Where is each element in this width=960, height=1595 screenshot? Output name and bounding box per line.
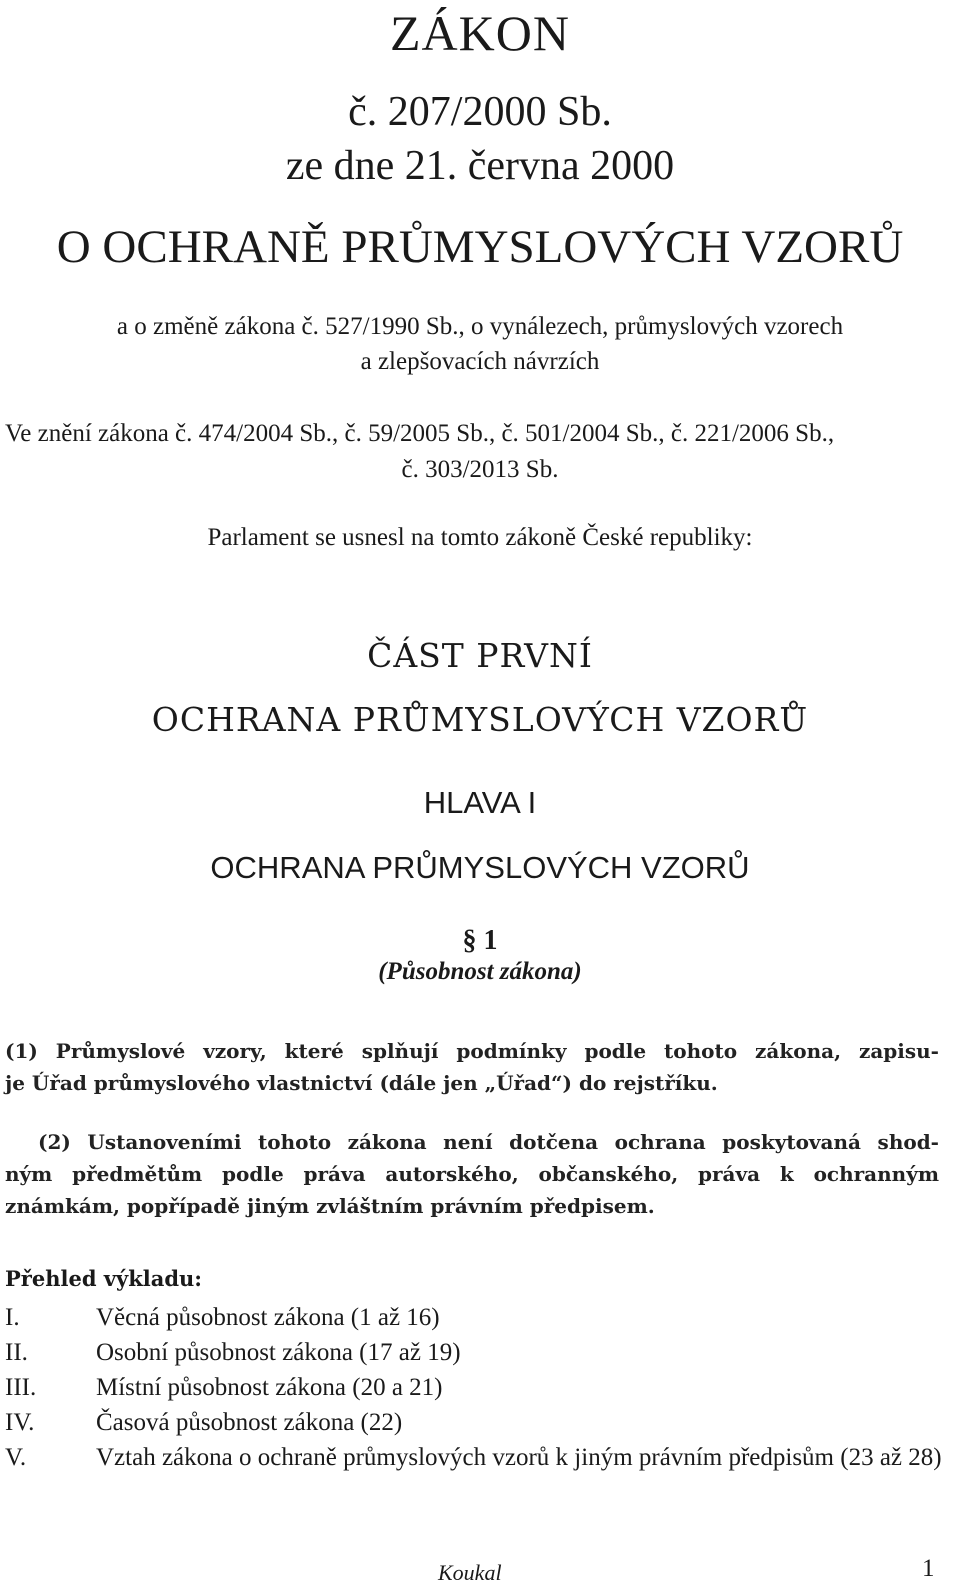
part-label: ČÁST PRVNÍ xyxy=(367,636,593,675)
overview-item xyxy=(5,1440,945,1475)
overview-item-number: II. xyxy=(5,1339,28,1366)
overview-item-text: Časová působnost zákona (22) xyxy=(96,1409,403,1436)
overview-item-text: Osobní působnost zákona (17 až 19) xyxy=(96,1339,461,1366)
law-date: ze dne 21. června 2000 xyxy=(285,143,675,189)
overview-item-number: V. xyxy=(5,1444,27,1471)
overview-item-number: IV. xyxy=(5,1409,35,1436)
paragraph-1-line2: je Úřad průmyslového vlastnictví (dále jen „Úřad“) do rejstříku. xyxy=(5,1071,718,1095)
versions-text-line1: Ve znění zákona č. 474/2004 Sb., č. 59/2005 Sb., č. 501/2004 Sb., č. 221/2006 Sb., xyxy=(5,420,835,447)
section-number: § 1 xyxy=(462,925,498,956)
paragraph-2-line3: známkám, popřípadě jiným zvláštním právním předpisem. xyxy=(5,1194,655,1218)
paragraph-2-line1: (2) Ustanoveními tohoto zákona není dotčena ochrana poskytovaná shod- xyxy=(38,1130,939,1154)
versions-text-line2: č. 303/2013 Sb. xyxy=(401,456,559,483)
page-number: 1 xyxy=(922,1555,935,1582)
amendment-text-line2: a zlepšovacích návrzích xyxy=(360,348,600,375)
overview-item-text: Místní působnost zákona (20 a 21) xyxy=(96,1374,443,1401)
law-subject: O OCHRANĚ PRŮMYSLOVÝCH VZORŮ xyxy=(56,221,904,273)
chapter-title: OCHRANA PRŮMYSLOVÝCH VZORŮ xyxy=(210,850,750,885)
paragraph-2-line2: ným předmětům podle práva autorského, občanského, práva k ochranným xyxy=(5,1162,939,1186)
overview-item xyxy=(5,1370,945,1405)
chapter-label: HLAVA I xyxy=(423,785,537,820)
overview-heading: Přehled výkladu: xyxy=(5,1266,203,1291)
overview-item-number: I. xyxy=(5,1304,20,1331)
document-title: ZÁKON xyxy=(390,5,570,61)
footer-author: Koukal xyxy=(438,1560,502,1585)
overview-item-number: III. xyxy=(5,1374,37,1401)
section-title: (Působnost zákona) xyxy=(378,958,582,985)
paragraph-1-line1: (1) Průmyslové vzory, které splňují podmínky podle tohoto zákona, zapisu- xyxy=(5,1039,939,1063)
part-title: OCHRANA PRŮMYSLOVÝCH VZORŮ xyxy=(151,700,809,739)
law-number: č. 207/2000 Sb. xyxy=(348,89,612,135)
overview-item-text: Věcná působnost zákona (1 až 16) xyxy=(96,1304,440,1331)
overview-item xyxy=(5,1405,945,1440)
overview-item-text: Vztah zákona o ochraně průmyslových vzorů k jiným právním předpisům (23 až 28) xyxy=(96,1444,942,1471)
paragraph-2 xyxy=(5,1126,939,1222)
paragraph-1 xyxy=(5,1035,939,1099)
overview-list xyxy=(5,1300,945,1475)
overview-item xyxy=(5,1335,945,1370)
overview-item xyxy=(5,1300,945,1335)
amendment-text-line1: a o změně zákona č. 527/1990 Sb., o vynálezech, průmyslových vzorech xyxy=(116,313,844,340)
enactment-clause: Parlament se usnesl na tomto zákoně České republiky: xyxy=(207,524,753,551)
